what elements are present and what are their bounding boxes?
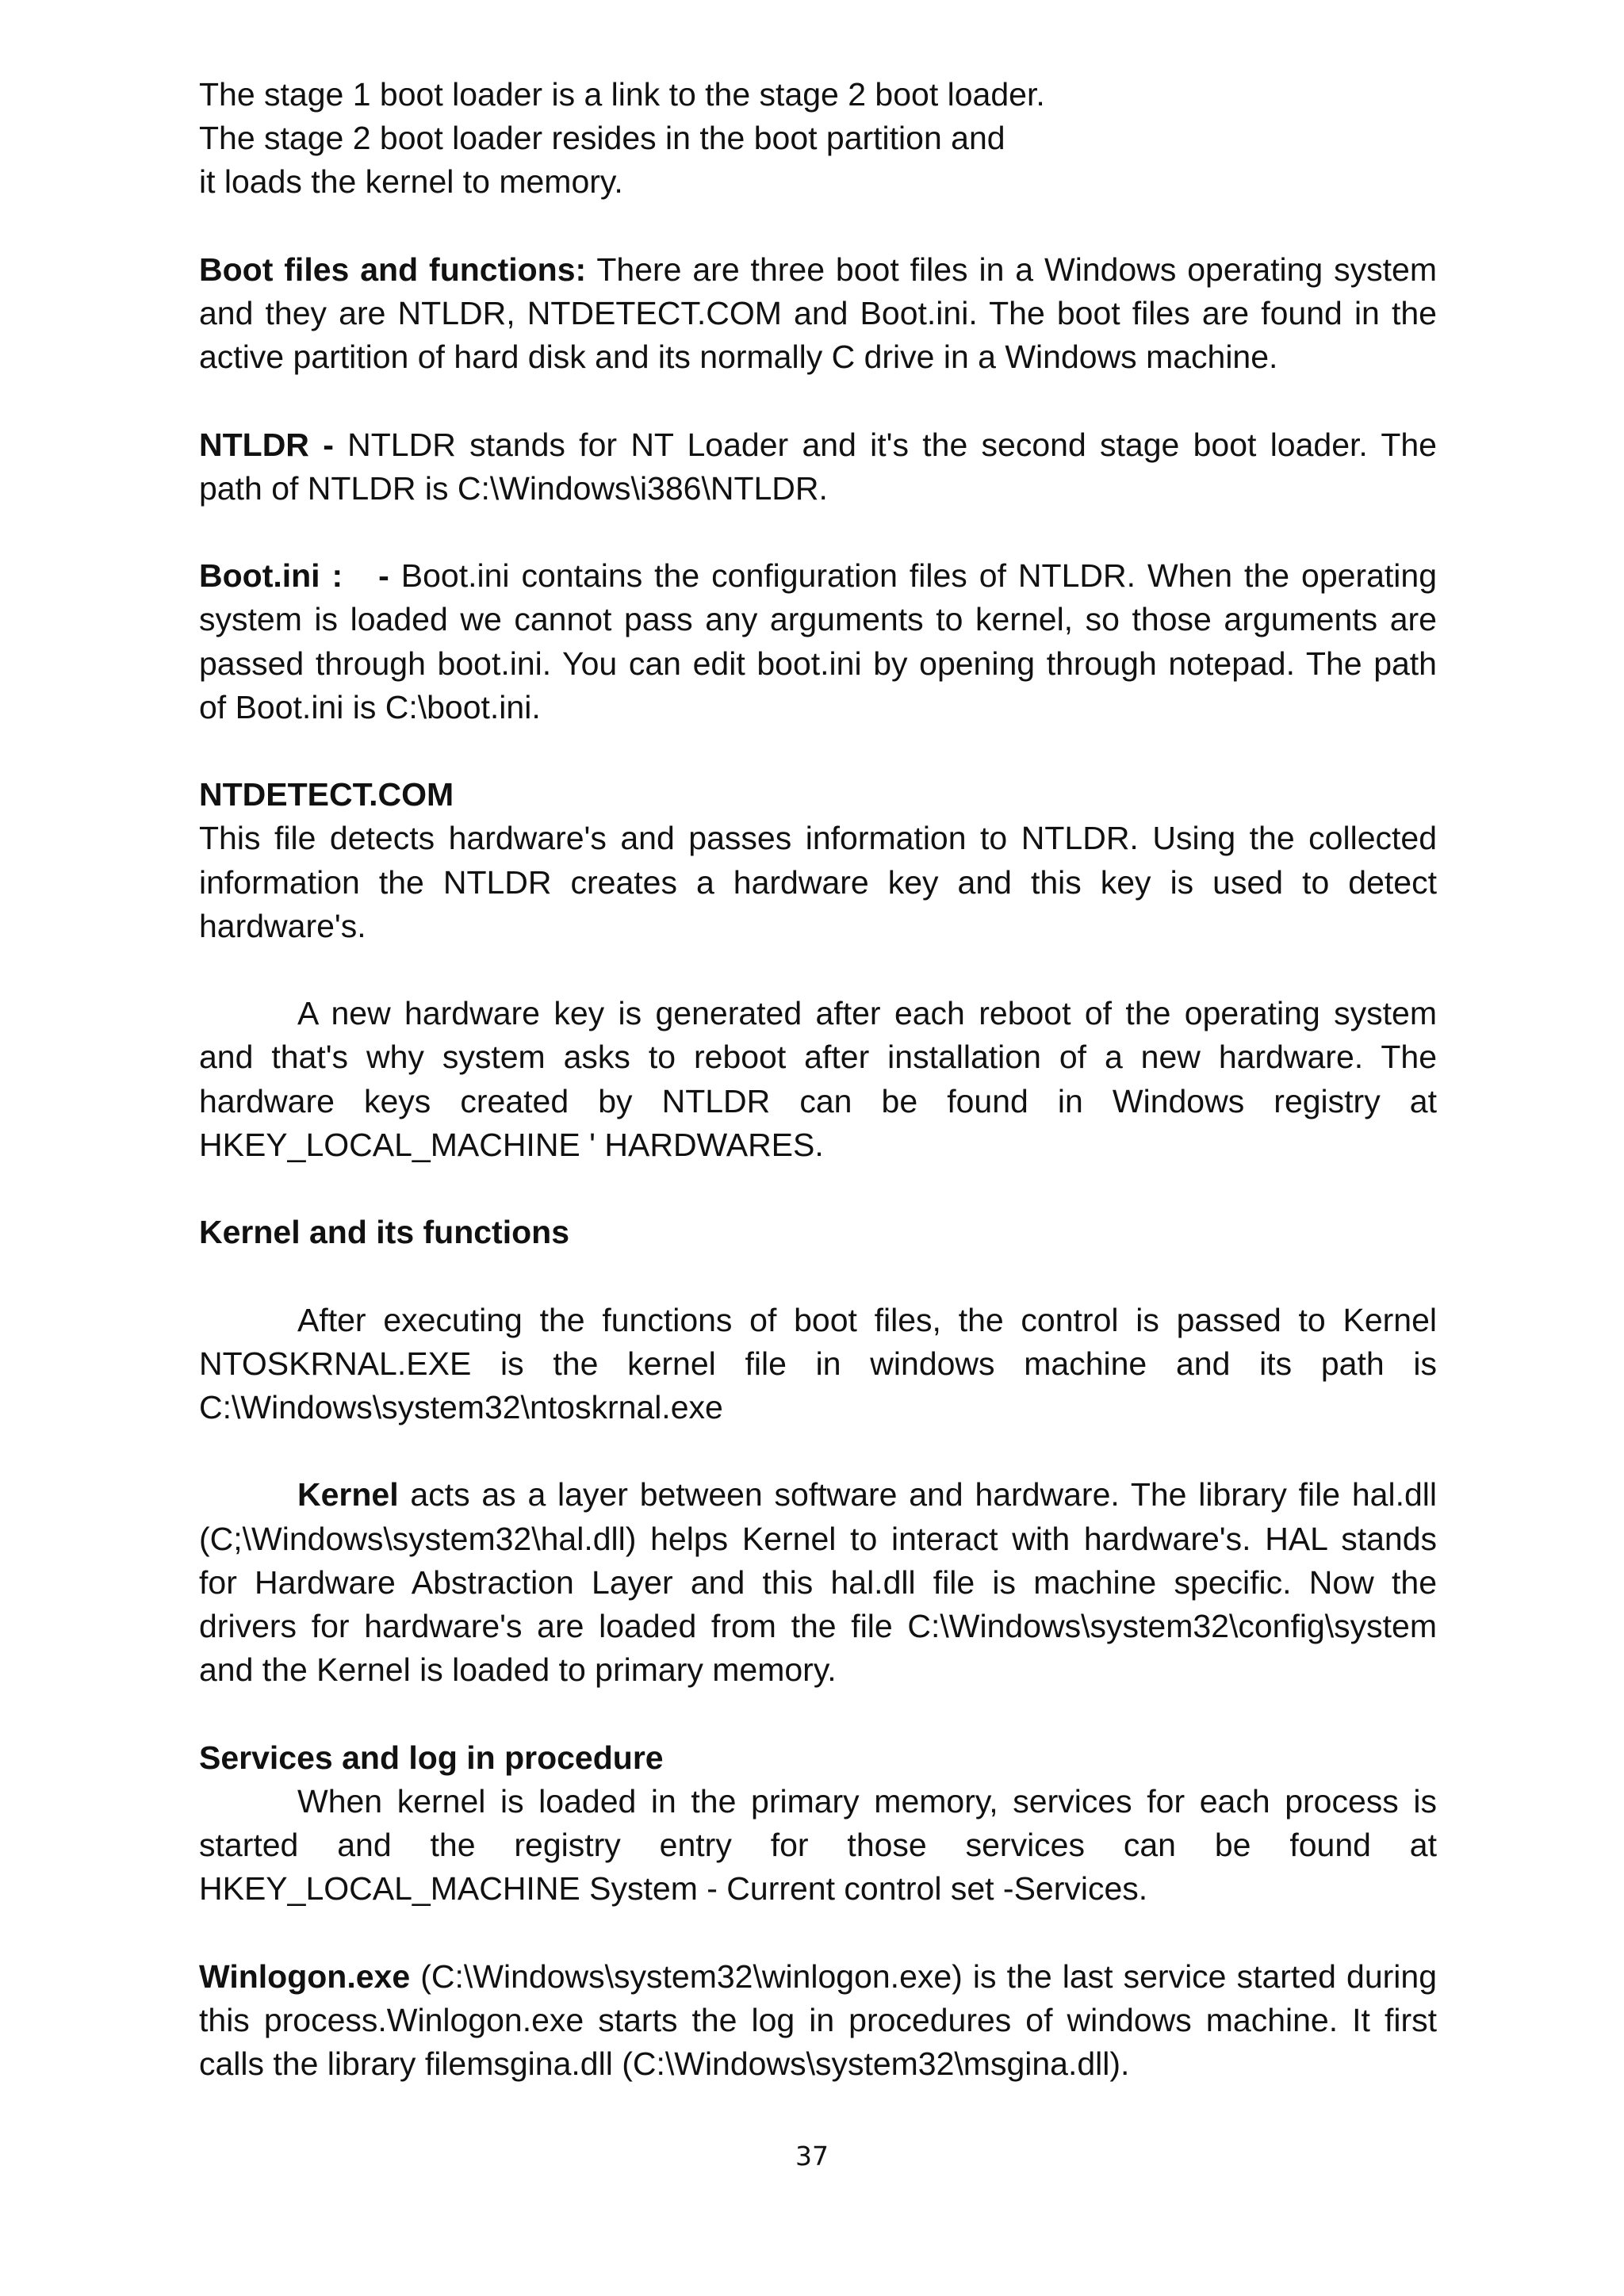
kernel-exec-line-1 <box>199 1299 1437 1342</box>
ntldr-paragraph <box>199 423 1437 511</box>
bootini-paragraph <box>199 554 1437 729</box>
kernel-heading: Kernel and its functions <box>199 1214 569 1251</box>
winlogon-paragraph <box>199 1955 1437 2087</box>
ntdetect-line-2: information the NTLDR creates a hardware key and this key is used to detect <box>199 863 1437 901</box>
hwkey-line-2: and that's why system asks to reboot after installation of a new hardware. The <box>199 1039 1437 1076</box>
ntdetect-line-3: hardware's. <box>199 907 366 944</box>
kernel-exec-paragraph <box>199 1299 1437 1430</box>
bootini-text: Boot.ini contains the configuration files of NTLDR. When the operating system is loaded we cannot pass any arguments to kernel, so those arguments are passed through boot.ini. You can edit boot.ini by opening through notepad. The path of Boot.ini is C:\boot.ini. <box>199 557 1437 725</box>
ntdetect-heading: NTDETECT.COM <box>199 776 454 813</box>
kernel-exec-line-2: NTOSKRNAL.EXE is the kernel file in windows machine and its path is <box>199 1345 1437 1382</box>
ntldr-heading: NTLDR - <box>199 426 334 463</box>
hwkey-line-1 <box>199 992 1437 1035</box>
services-line-1-text: When kernel is loaded in the primary memory, services for each process is <box>297 1782 1437 1820</box>
ntdetect-line-1: This file detects hardware's and passes information to NTLDR. Using the collected <box>199 820 1437 857</box>
boot-files-paragraph <box>199 248 1437 380</box>
bootini-heading: Boot.ini : - <box>199 557 389 595</box>
stage-paragraph <box>199 73 1437 205</box>
kernel-heading-paragraph <box>199 1211 1437 1254</box>
hwkey-line-1-text: A new hardware key is generated after each reboot of the operating system <box>297 995 1437 1032</box>
services-line-1 <box>199 1780 1437 1823</box>
boot-files-heading: Boot files and functions: <box>199 251 587 288</box>
services-line-3: HKEY_LOCAL_MACHINE System - Current control set -Services. <box>199 1870 1148 1908</box>
kernel-exec-line-3: C:\Windows\system32\ntoskrnal.exe <box>199 1388 723 1425</box>
kernel-exec-line-1-text: After executing the functions of boot files, the control is passed to Kernel <box>297 1301 1437 1338</box>
kernel-layer-paragraph <box>199 1473 1437 1692</box>
hwkey-line-3: hardware keys created by NTLDR can be found in Windows registry at <box>199 1082 1437 1119</box>
stage-line-2: The stage 2 boot loader resides in the boot partition and <box>199 120 1005 157</box>
ntldr-text: NTLDR stands for NT Loader and it's the second stage boot loader. The path of NTLDR is C:\Windows\i386\NTLDR. <box>199 426 1437 507</box>
boot-files-text: There are three boot files in a Windows operating system and they are NTLDR, NTDETECT.COM and Boot.ini. The boot files are found in the active partition of hard disk and its normally C drive in a Windows machine. <box>199 251 1437 376</box>
ntdetect-paragraph <box>199 773 1437 948</box>
document-body <box>199 73 1437 2130</box>
stage-line-1: The stage 1 boot loader is a link to the stage 2 boot loader. <box>199 76 1045 113</box>
services-line-2: started and the registry entry for those services can be found at <box>199 1826 1437 1863</box>
winlogon-text: (C:\Windows\system32\winlogon.exe) is the last service started during this process.Winlogon.exe starts the log in procedures of windows machine. It first calls the library filemsgina.dll (C:\Windows\system32\msgina.dll). <box>199 1957 1437 2082</box>
kernel-layer-text: acts as a layer between software and hardware. The library file hal.dll (C;\Windows\system32\hal.dll) helps Kernel to interact with hardware's. HAL stands for Hardware Abstraction Layer and this hal.dll file is machine specific. Now the drivers for hardware's are loaded from the file C:\Windows\system32\config\system and the Kernel is loaded to primary memory. <box>199 1476 1437 1689</box>
hwkey-line-4: HKEY_LOCAL_MACHINE ' HARDWARES. <box>199 1126 824 1163</box>
winlogon-heading: Winlogon.exe <box>199 1957 411 1995</box>
stage-line-3: it loads the kernel to memory. <box>199 163 623 201</box>
services-paragraph <box>199 1736 1437 1911</box>
page-number: 37 <box>795 2141 829 2172</box>
kernel-layer-heading: Kernel <box>297 1476 399 1513</box>
services-heading: Services and log in procedure <box>199 1739 664 1776</box>
hardware-key-paragraph <box>199 992 1437 1167</box>
